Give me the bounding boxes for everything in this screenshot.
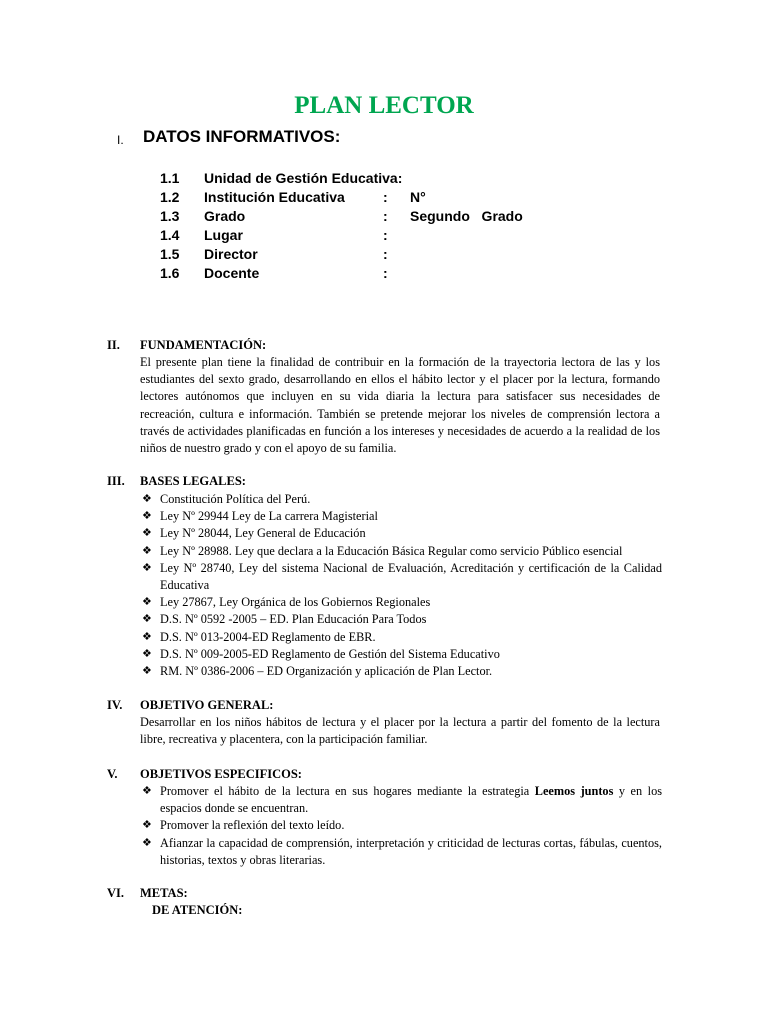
row-number: 1.3 <box>160 208 180 224</box>
row-number: 1.4 <box>160 227 180 243</box>
list-item <box>140 560 662 594</box>
bullet-icon: ❖ <box>142 510 152 523</box>
row-number: 1.5 <box>160 246 180 262</box>
bullet-icon: ❖ <box>142 596 152 609</box>
row-label: Docente <box>204 265 260 281</box>
list-item-text: Ley 27867, Ley Orgánica de los Gobiernos Regionales <box>160 595 431 610</box>
section-number: VI. <box>107 886 125 900</box>
row-colon: : <box>383 246 388 262</box>
list-item <box>140 817 662 834</box>
section-heading: OBJETIVO GENERAL: <box>140 698 274 712</box>
bullet-icon: ❖ <box>142 785 152 797</box>
row-value: N° <box>410 189 426 205</box>
list-item-text: Ley Nº 29944 Ley de La carrera Magisterial <box>160 509 378 524</box>
bullet-icon: ❖ <box>142 665 152 678</box>
section-heading: OBJETIVOS ESPECIFICOS: <box>140 767 302 781</box>
list-item-text: RM. Nº 0386-2006 – ED Organización y aplicación de Plan Lector. <box>160 664 493 679</box>
section-heading: FUNDAMENTACIÓN: <box>140 338 267 352</box>
list-item <box>140 525 662 542</box>
bullet-icon: ❖ <box>142 836 152 849</box>
list-item-text: Promover el hábito de la lectura en sus hogares mediante la estrategia <box>160 784 535 798</box>
row-number: 1.2 <box>160 189 180 205</box>
list-item-text: D.S. Nº 0592 -2005 – ED. Plan Educación Para Todos <box>160 612 427 627</box>
section-number: IV. <box>107 698 123 712</box>
bullet-icon: ❖ <box>142 544 152 557</box>
objetivo-general-text: Desarrollar en los niños hábitos de lectura y el placer por la lectura a partir del fomento de la lectura libre, recreativa y placentera, con la participación familiar. <box>140 715 660 747</box>
list-item-text: D.S. Nº 009-2005-ED Reglamento de Gestión del Sistema Educativo <box>160 646 500 661</box>
bullet-icon: ❖ <box>142 493 152 505</box>
bases-list <box>140 491 662 680</box>
section-subheading: DE ATENCIÓN: <box>152 903 243 917</box>
list-item-text: Afianzar la capacidad de comprensión, interpretación y criticidad de lecturas cortas, fábulas, cuentos, historias, textos y obras literarias. <box>160 835 662 867</box>
row-colon: : <box>383 227 388 243</box>
section-number: V. <box>107 767 118 781</box>
bullet-icon: ❖ <box>142 613 152 626</box>
list-item <box>140 835 662 869</box>
bullet-icon: ❖ <box>142 527 152 540</box>
list-item-text: Ley Nº 28044, Ley General de Educación <box>160 526 366 541</box>
row-label: Grado <box>204 208 246 224</box>
list-item-text: y en los espacios donde se encuentran. <box>160 784 663 816</box>
list-item-text: Promover la reflexión del texto leído. <box>160 818 345 833</box>
fundamentacion-text: El presente plan tiene la finalidad de contribuir en la formación de la trayectoria lectora de las y los estudiantes del sexto grado, desarrollando en ellos el hábito lector y el placer por la lectura, formando lectores autónomos que incluyen en su vida diaria la lectura para satisfacer sus necesidades de recreación, cultura e información. También se pretende mejorar los niveles de comprensión lectora a través de actividades planificadas en función a los intereses y necesidades de acuerdo a la realidad de los niños de nuestro grado y con el apoyo de su familia. <box>140 355 660 456</box>
row-label: Institución Educativa <box>204 189 345 205</box>
row-number: 1.6 <box>160 265 180 281</box>
section-heading: BASES LEGALES: <box>140 474 246 488</box>
list-item <box>140 491 662 508</box>
section-number: III. <box>107 474 125 488</box>
bullet-icon: ❖ <box>142 819 152 832</box>
list-item-text: Ley Nº 28988. Ley que declara a la Educación Básica Regular como servicio Público esencial <box>160 543 623 558</box>
list-item-text: Ley Nº 28740, Ley del sistema Nacional de Evaluación, Acreditación y certificación de la Calidad Educativa <box>160 560 662 593</box>
row-colon: : <box>383 189 388 205</box>
bullet-icon: ❖ <box>142 561 152 574</box>
row-number: 1.1 <box>160 170 180 186</box>
list-item <box>140 508 662 525</box>
row-label: Lugar <box>204 227 243 243</box>
section-number: II. <box>107 338 120 352</box>
objetivos-list <box>140 783 662 869</box>
list-item <box>140 543 662 560</box>
bullet-icon: ❖ <box>142 647 152 660</box>
strategy-name: Leemos juntos <box>534 784 614 798</box>
section-number: I. <box>117 133 124 147</box>
bullet-icon: ❖ <box>142 630 152 643</box>
list-item <box>140 611 662 628</box>
section-heading: METAS: <box>140 886 188 900</box>
row-colon: : <box>383 265 388 281</box>
page-title: PLAN LECTOR <box>294 92 474 119</box>
list-item <box>140 646 662 663</box>
section-heading: DATOS INFORMATIVOS: <box>143 127 341 146</box>
list-item-text: D.S. Nº 013-2004-ED Reglamento de EBR. <box>160 629 376 644</box>
list-item <box>140 629 662 646</box>
list-item <box>140 783 662 817</box>
row-colon: : <box>383 208 388 224</box>
list-item-text: Constitución Política del Perú. <box>160 492 311 506</box>
row-value: Segundo Grado <box>410 208 523 224</box>
list-item <box>140 663 662 680</box>
row-label: Director <box>204 246 258 262</box>
row-label: Unidad de Gestión Educativa: <box>204 170 403 186</box>
list-item <box>140 594 662 611</box>
